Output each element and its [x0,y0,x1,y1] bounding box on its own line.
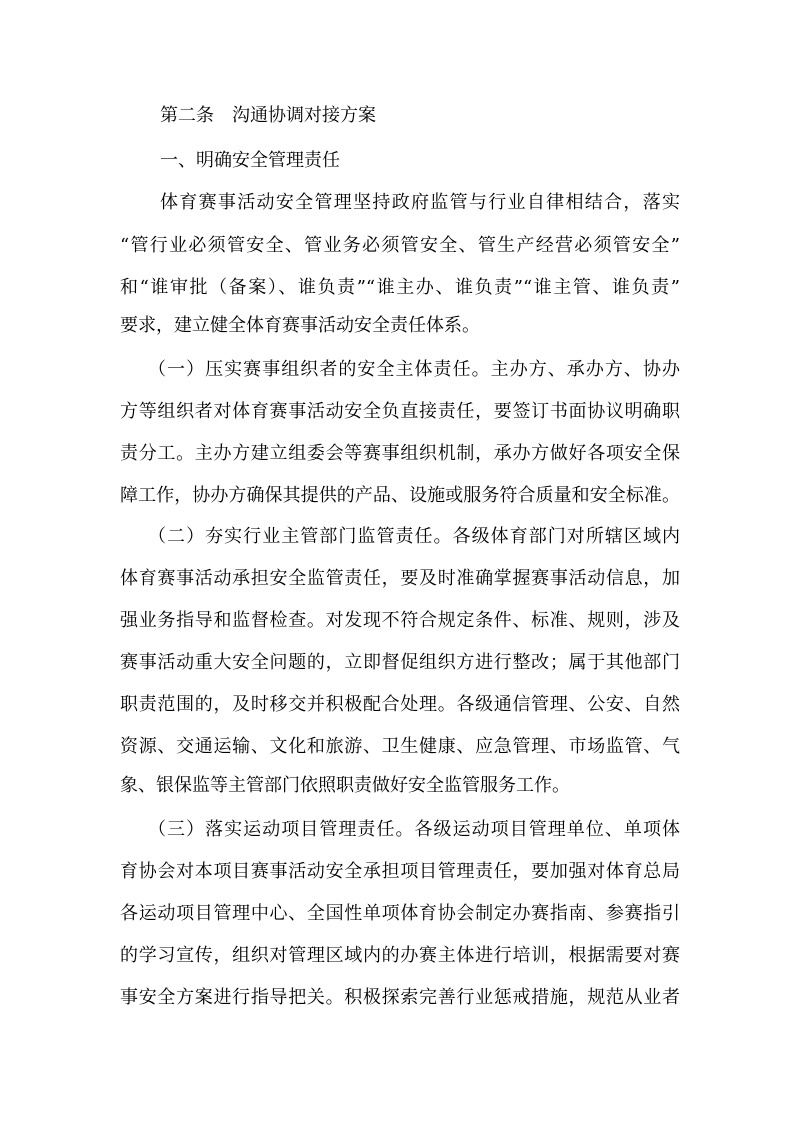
paragraph-4-line-2: 育协会对本项目赛事活动安全承担项目管理责任，要加强对体育总局 [120,861,680,882]
paragraph-1-line-3: 和“谁审批（备案）、谁负责”“谁主办、谁负责”“谁主管、谁负责” [120,277,680,298]
article-title: 第二条 沟通协调对接方案 [160,105,376,126]
paragraph-2-line-4: 障工作，协办方确保其提供的产品、设施或服务符合质量和安全标准。 [120,485,680,506]
paragraph-4-line-5: 事安全方案进行指导把关。积极探索完善行业惩戒措施，规范从业者 [120,987,680,1008]
paragraph-3-line-5: 职责范围的，及时移交并积极配合处理。各级通信管理、公安、自然 [120,694,680,715]
paragraph-1-line-4: 要求，建立健全体育赛事活动安全责任体系。 [120,315,480,336]
paragraph-3-line-1: （二）夯实行业主管部门监管责任。各级体育部门对所辖区域内 [148,526,680,547]
paragraph-2-line-3: 责分工。主办方建立组委会等赛事组织机制，承办方做好各项安全保 [120,443,680,464]
paragraph-4-line-1: （三）落实运动项目管理责任。各级运动项目管理单位、单项体 [148,819,680,840]
paragraph-3-line-3: 强业务指导和监督检查。对发现不符合规定条件、标准、规则，涉及 [120,610,680,631]
paragraph-2-line-1: （一）压实赛事组织者的安全主体责任。主办方、承办方、协办 [148,359,680,380]
paragraph-3-line-2: 体育赛事活动承担安全监管责任，要及时准确掌握赛事活动信息，加 [120,568,680,589]
paragraph-3-line-6: 资源、交通运输、文化和旅游、卫生健康、应急管理、市场监管、气 [120,736,680,757]
paragraph-3-line-7: 象、银保监等主管部门依照职责做好安全监管服务工作。 [120,775,570,796]
paragraph-2-line-2: 方等组织者对体育赛事活动安全负直接责任，要签订书面协议明确职 [120,401,680,422]
section-heading: 一、明确安全管理责任 [160,150,340,171]
paragraph-4-line-3: 各运动项目管理中心、全国性单项体育协会制定办赛指南、参赛指引 [120,903,680,924]
paragraph-1-line-1: 体育赛事活动安全管理坚持政府监管与行业自律相结合，落实 [160,192,680,213]
paragraph-4-line-4: 的学习宣传，组织对管理区域内的办赛主体进行培训，根据需要对赛 [120,945,680,966]
paragraph-3-line-4: 赛事活动重大安全问题的，立即督促组织方进行整改；属于其他部门 [120,652,680,673]
paragraph-1-line-2: “管行业必须管安全、管业务必须管安全、管生产经营必须管安全” [120,235,680,256]
